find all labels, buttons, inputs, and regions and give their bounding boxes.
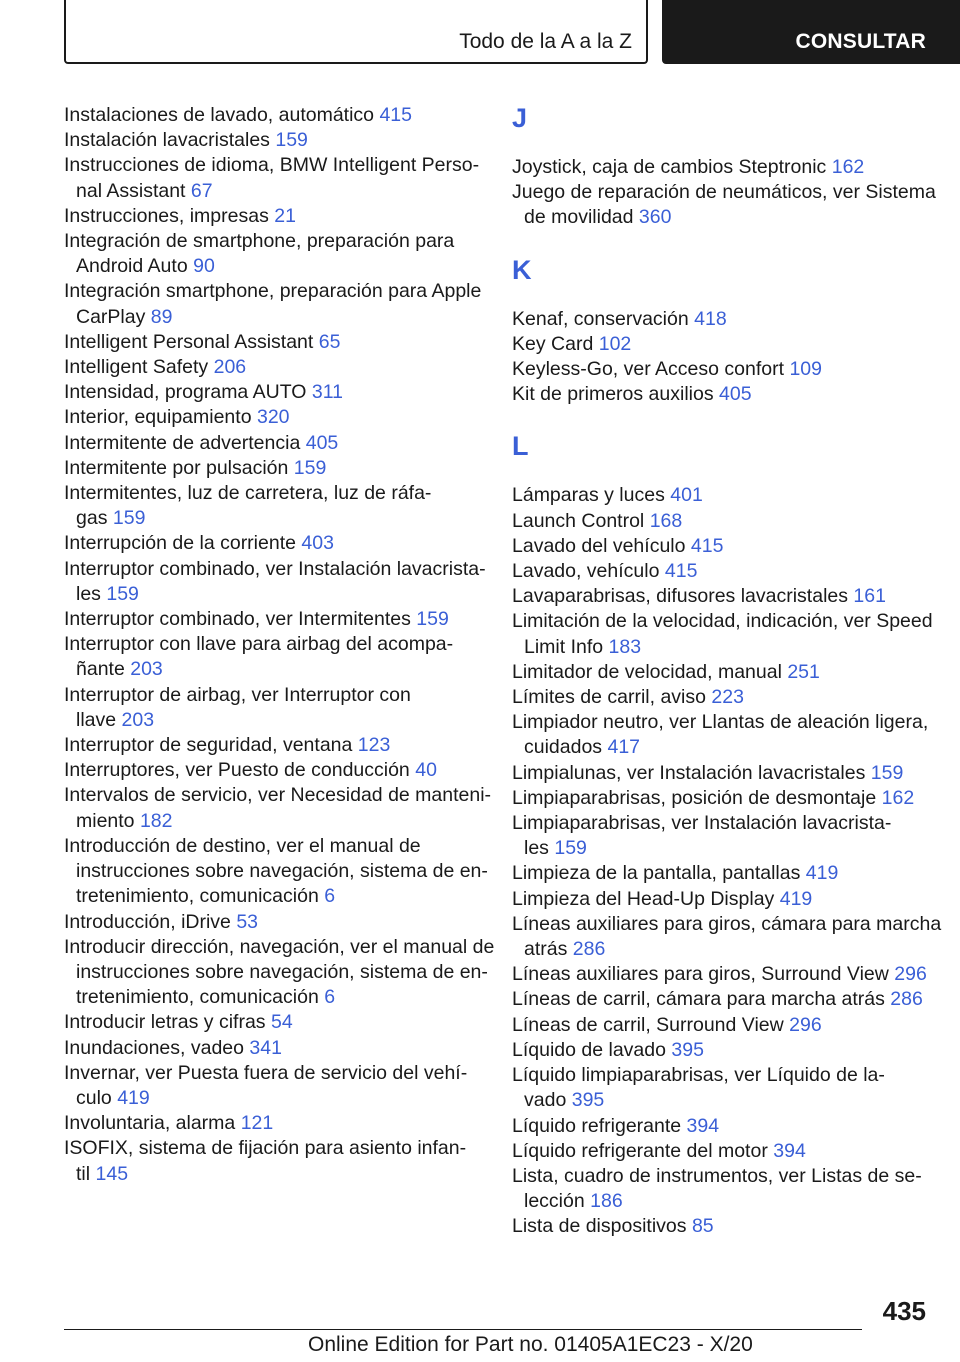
index-entry-text: Introducir letras y cifras <box>64 1011 266 1034</box>
index-entry-text: Kit de primeros auxilios <box>512 383 714 406</box>
index-entry-text: vado <box>524 1089 567 1112</box>
index-entry-text: Líquido de lavado <box>512 1038 666 1061</box>
page-reference-link[interactable]: 85 <box>691 1215 714 1238</box>
index-letter-heading: L <box>512 431 529 462</box>
index-entry <box>64 557 484 607</box>
index-entry <box>512 609 932 659</box>
index-entry <box>64 1061 484 1111</box>
index-entry-text: cuidados <box>524 736 603 759</box>
footer-divider <box>64 1329 862 1330</box>
index-entry-text: atrás <box>524 938 568 961</box>
index-entry-text: ñante <box>76 658 125 681</box>
index-entry <box>64 1136 484 1186</box>
page-reference-link[interactable]: 54 <box>270 1011 293 1034</box>
index-entry <box>512 1214 932 1239</box>
index-entry <box>64 910 484 935</box>
page-reference-link[interactable]: 159 <box>275 129 308 152</box>
index-entry-text: miento <box>76 809 135 832</box>
index-entry-text: Limpialunas, ver Instalación lavacristales <box>512 761 866 784</box>
index-entry-text: Líquido refrigerante del motor <box>512 1139 768 1162</box>
index-entry <box>512 1013 932 1038</box>
index-entry <box>64 153 484 203</box>
page-reference-link[interactable]: 251 <box>787 660 820 683</box>
page-reference-link[interactable]: 403 <box>301 532 334 555</box>
section-spacer <box>512 133 932 155</box>
page-reference-link[interactable]: 102 <box>598 332 632 355</box>
index-entry-text: Líneas de carril, Surround View <box>512 1013 784 1036</box>
page-reference-link[interactable]: 21 <box>274 204 296 227</box>
index-entry-text: Intermitente por pulsación <box>64 456 289 479</box>
tab-todo-de-la-a-a-la-z[interactable] <box>64 0 648 64</box>
page-reference-link[interactable]: 419 <box>117 1086 150 1109</box>
index-entry <box>512 811 932 861</box>
index-entry <box>64 204 484 229</box>
section-spacer <box>512 461 932 483</box>
index-entry-text: Limpieza de la pantalla, pantallas <box>512 862 801 885</box>
index-entry-text: tretenimiento, comunicación <box>76 885 319 908</box>
index-entry <box>64 758 484 783</box>
index-entry <box>64 355 484 380</box>
index-entry-text: Interruptor combinado, ver Instalación lavacrista- <box>64 557 486 580</box>
index-column-left <box>64 103 495 1187</box>
page-reference-link[interactable]: 159 <box>293 456 327 479</box>
page-number: 435 <box>882 1296 926 1326</box>
index-entry-text: Limpieza del Head-Up Display <box>512 887 775 910</box>
index-entry <box>64 481 484 531</box>
index-entry-text: gas <box>76 507 108 530</box>
page-reference-link[interactable]: 159 <box>112 507 146 530</box>
page-reference-link[interactable]: 145 <box>95 1162 129 1185</box>
index-entry-text: ISOFIX, sistema de fijación para asiento infan- <box>64 1137 467 1160</box>
index-entry <box>512 710 932 760</box>
index-entry-text: de movilidad <box>524 206 634 229</box>
footer-edition: Online Edition for Part no. 01405A1EC23 - X/20 <box>308 1333 753 1356</box>
index-entry-text: llave <box>76 708 117 731</box>
page-reference-link[interactable]: 89 <box>150 305 173 328</box>
index-entry-text: Intermitentes, luz de carretera, luz de ráfa- <box>64 482 432 505</box>
index-entry <box>512 786 932 811</box>
index-entry <box>512 180 936 230</box>
page-reference-link[interactable]: 159 <box>106 582 139 605</box>
index-entry-text: Instrucciones, impresas <box>64 204 269 227</box>
index-entry <box>64 531 484 556</box>
page-reference-link[interactable]: 121 <box>240 1112 274 1135</box>
index-entry-text: Límites de carril, aviso <box>512 686 706 709</box>
index-entry-text: Lista, cuadro de instrumentos, ver Listas de se- <box>512 1164 922 1187</box>
index-entry-text: Intelligent Personal Assistant <box>64 330 314 353</box>
index-entry-text: Limpiador neutro, ver Llantas de aleación ligera, <box>512 711 929 734</box>
index-entry-text: Launch Control <box>512 509 645 532</box>
page-reference-link[interactable]: 162 <box>881 786 915 809</box>
index-entry <box>64 1111 484 1136</box>
index-entry-text: Lavado del vehículo <box>512 534 686 557</box>
index-entry-text: Introducción, iDrive <box>64 910 231 933</box>
index-entry-text: Líneas auxiliares para giros, Surround View <box>512 963 889 986</box>
index-entry-text: Interruptores, ver Puesto de conducción <box>64 759 410 782</box>
page-reference-link[interactable]: 123 <box>357 734 391 757</box>
page-reference-link[interactable]: 394 <box>686 1114 720 1137</box>
index-entry <box>64 935 495 1011</box>
page-reference-link[interactable]: 6 <box>324 885 336 908</box>
page-reference-link[interactable]: 418 <box>694 307 727 330</box>
index-entry-text: culo <box>76 1086 112 1109</box>
index-entry <box>64 834 488 910</box>
index-entry <box>512 1038 932 1063</box>
index-entry <box>512 1114 932 1139</box>
index-entry <box>64 607 484 632</box>
index-entry <box>64 456 484 481</box>
index-letter-heading: K <box>512 254 532 285</box>
index-entry-text: instrucciones sobre navegación, sistema de en- <box>76 960 488 983</box>
index-entry <box>64 683 484 733</box>
index-entry-text: Introducir dirección, navegación, ver el manual de <box>64 935 495 958</box>
index-entry-text: Instalación lavacristales <box>64 129 270 152</box>
index-entry <box>512 332 932 357</box>
index-entry-text: lección <box>524 1190 585 1213</box>
page-reference-link[interactable]: 40 <box>415 759 437 782</box>
index-entry-text: Lavaparabrisas, difusores lavacristales <box>512 585 848 608</box>
index-entry-text: Líquido limpiaparabrisas, ver Líquido de la- <box>512 1064 885 1087</box>
page-reference-link[interactable]: 65 <box>318 330 341 353</box>
page-reference-link[interactable]: 67 <box>190 179 213 202</box>
page-reference-link[interactable]: 419 <box>805 862 839 885</box>
index-entry <box>512 912 942 962</box>
page-reference-link[interactable]: 159 <box>870 761 904 784</box>
index-entry-text: Interruptor con llave para airbag del acompa- <box>64 633 454 656</box>
index-entry-text: Intensidad, programa AUTO <box>64 381 307 404</box>
section-spacer <box>512 285 932 307</box>
index-entry-text: Líneas auxiliares para giros, cámara para marcha <box>512 912 942 935</box>
page-reference-link[interactable]: 296 <box>894 963 927 986</box>
index-entry <box>64 1036 484 1061</box>
index-entry-text: Juego de reparación de neumáticos, ver Sistema <box>512 181 936 204</box>
index-entry <box>64 733 484 758</box>
index-entry-text: Kenaf, conservación <box>512 307 689 330</box>
page-reference-link[interactable]: 415 <box>690 534 724 557</box>
index-entry <box>512 307 932 332</box>
index-entry-text: Integración de smartphone, preparación para <box>64 230 455 253</box>
page-reference-link[interactable]: 405 <box>305 431 339 454</box>
index-entry <box>512 483 932 508</box>
index-entry-text: Interrupción de la corriente <box>64 532 296 555</box>
index-entry-text: til <box>76 1162 91 1185</box>
section-spacer <box>512 231 932 255</box>
index-entry-text: Key Card <box>512 332 594 355</box>
index-entry-text: Limpiaparabrisas, ver Instalación lavacrista- <box>512 812 892 835</box>
index-entry-text: Joystick, caja de cambios Steptronic <box>512 156 827 178</box>
index-entry <box>64 431 484 456</box>
page-reference-link[interactable]: 311 <box>311 381 343 404</box>
index-entry <box>64 279 484 329</box>
page-reference-link[interactable]: 183 <box>608 635 642 658</box>
index-entry-text: instrucciones sobre navegación, sistema de en- <box>76 860 488 883</box>
index-entry-text: Instalaciones de lavado, automático <box>64 104 375 126</box>
index-entry <box>64 405 484 430</box>
page-reference-link[interactable]: 395 <box>671 1038 704 1061</box>
index-entry-text: nal Assistant <box>76 179 186 202</box>
page-reference-link[interactable]: 419 <box>779 887 813 910</box>
index-entry-text: Keyless-Go, ver Acceso confort <box>512 358 785 381</box>
page-reference-link[interactable]: 415 <box>379 104 412 126</box>
index-entry-text: les <box>524 837 549 860</box>
page-reference-link[interactable]: 286 <box>890 988 923 1011</box>
index-entry-text: Inundaciones, vadeo <box>64 1036 244 1059</box>
index-entry-text: Lavado, vehículo <box>512 560 660 583</box>
index-entry <box>512 987 932 1012</box>
index-entry-text: Involuntaria, alarma <box>64 1112 236 1135</box>
index-entry <box>512 685 932 710</box>
index-entry-text: Limitación de la velocidad, indicación, ver Speed <box>512 610 933 633</box>
section-label: CONSULTAR <box>795 30 926 53</box>
index-entry-text: Invernar, ver Puesta fuera de servicio del vehí- <box>64 1061 468 1084</box>
page-reference-link[interactable]: 286 <box>572 938 606 961</box>
page-reference-link[interactable]: 6 <box>324 986 336 1009</box>
page-reference-link[interactable]: 395 <box>571 1089 605 1112</box>
index-entry <box>64 380 484 405</box>
page-reference-link[interactable]: 296 <box>789 1013 822 1036</box>
tab-consultar[interactable] <box>662 0 960 64</box>
index-entry <box>512 534 932 559</box>
index-entry-text: Instrucciones de idioma, BMW Intelligent Perso- <box>64 154 480 177</box>
page-reference-link[interactable]: 161 <box>853 585 886 608</box>
page-reference-link[interactable]: 53 <box>236 910 259 933</box>
index-entry-text: Líquido refrigerante <box>512 1114 682 1137</box>
index-entry <box>512 155 932 180</box>
index-entry-text: Limitador de velocidad, manual <box>512 660 782 683</box>
index-entry <box>64 103 484 128</box>
index-entry-text: Líneas de carril, cámara para marcha atrás <box>512 988 885 1011</box>
index-entry-text: Integración smartphone, preparación para Apple <box>64 280 482 303</box>
page-reference-link[interactable]: 415 <box>664 560 698 583</box>
index-entry-text: Introducción de destino, ver el manual de <box>64 834 421 857</box>
index-entry-text: Limpiaparabrisas, posición de desmontaje <box>512 786 877 809</box>
index-entry-text: Intervalos de servicio, ver Necesidad de manteni- <box>64 784 492 807</box>
index-entry <box>512 861 932 886</box>
page-reference-link[interactable]: 186 <box>590 1190 623 1213</box>
page-reference-link[interactable]: 405 <box>719 383 752 406</box>
index-entry-text: Interruptor de airbag, ver Interruptor con <box>64 683 411 706</box>
index-entry <box>512 509 932 534</box>
page-reference-link[interactable]: 182 <box>139 809 173 832</box>
page-reference-link[interactable]: 203 <box>130 658 163 681</box>
index-entry <box>64 1010 484 1035</box>
index-entry-text: tretenimiento, comunicación <box>76 986 319 1009</box>
page-reference-link[interactable]: 417 <box>607 736 641 759</box>
section-spacer <box>512 407 932 431</box>
index-column-right <box>512 103 942 1240</box>
page-reference-link[interactable]: 223 <box>711 686 744 709</box>
index-letter-heading: J <box>512 103 528 133</box>
index-entry <box>512 1063 932 1113</box>
index-entry <box>64 229 484 279</box>
index-entry <box>512 962 932 987</box>
index-entry <box>64 632 484 682</box>
page-reference-link[interactable]: 159 <box>554 837 587 860</box>
index-entry-text: Interior, equipamiento <box>64 406 252 429</box>
page-reference-link[interactable]: 360 <box>638 206 672 229</box>
index-entry-text: les <box>76 582 101 605</box>
page-header <box>0 0 960 66</box>
page-reference-link[interactable]: 168 <box>649 509 683 532</box>
index-entry <box>512 1139 932 1164</box>
page-reference-link[interactable]: 401 <box>670 484 703 507</box>
index-entry <box>512 559 932 584</box>
index-entry-text: Intelligent Safety <box>64 356 209 379</box>
page-reference-link[interactable]: 159 <box>416 608 449 631</box>
page-reference-link[interactable]: 162 <box>831 156 865 178</box>
index-entry-text: Interruptor combinado, ver Intermitentes <box>64 608 411 631</box>
page-reference-link[interactable]: 109 <box>789 358 822 381</box>
index-entry <box>64 783 492 833</box>
page-reference-link[interactable]: 341 <box>249 1036 282 1059</box>
page-reference-link[interactable]: 320 <box>256 406 290 429</box>
page-reference-link[interactable]: 394 <box>773 1139 806 1162</box>
index-entry <box>64 128 484 153</box>
index-entry <box>512 357 932 382</box>
index-entry-text: Android Auto <box>76 255 188 278</box>
index-entry <box>64 330 484 355</box>
tab-label: Todo de la A a la Z <box>459 30 632 53</box>
index-entry-text: Interruptor de seguridad, ventana <box>64 734 353 757</box>
index-entry-text: Lista de dispositivos <box>512 1215 687 1238</box>
page-reference-link[interactable]: 206 <box>213 356 247 379</box>
page-reference-link[interactable]: 90 <box>193 255 215 278</box>
index-entry <box>512 382 932 407</box>
index-entry-text: CarPlay <box>76 305 146 328</box>
index-entry <box>512 584 932 609</box>
index-entry <box>512 1164 932 1214</box>
index-entry-text: Limit Info <box>524 635 604 658</box>
index-entry <box>512 761 932 786</box>
index-entry <box>512 887 932 912</box>
page-reference-link[interactable]: 203 <box>121 708 155 731</box>
index-entry-text: Intermitente de advertencia <box>64 431 301 454</box>
index-entry-text: Lámparas y luces <box>512 484 665 507</box>
index-entry <box>512 660 932 685</box>
